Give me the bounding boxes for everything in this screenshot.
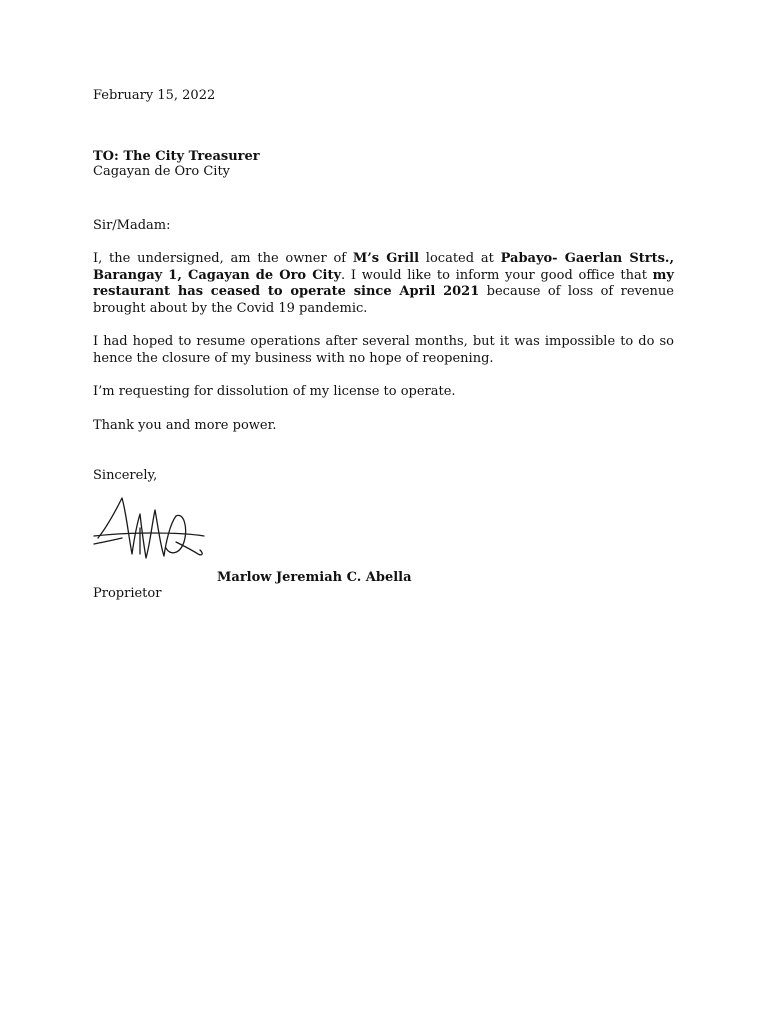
- recipient-title: TO: The City Treasurer: [93, 149, 260, 164]
- signatory-title: Proprietor: [93, 586, 162, 601]
- business-name: M’s Grill: [352, 251, 420, 266]
- p1-text-4: because of loss of revenue brought about by the Covid 19 pandemic.: [93, 284, 674, 316]
- body-paragraph-2: I had hoped to resume operations after several months, but it was impossible to do so hence the closure of my business with no hope of reopening.: [93, 334, 674, 366]
- p1-text-2: located at: [419, 251, 501, 266]
- salutation: Sir/Madam:: [93, 218, 171, 233]
- p1-text-3: . I would like to inform your good office that: [341, 267, 653, 283]
- handwritten-signature: [92, 484, 207, 574]
- closing: Sincerely,: [93, 468, 158, 483]
- signatory-name: Marlow Jeremiah C. Abella: [217, 570, 412, 585]
- body-paragraph-1: [93, 251, 674, 317]
- p1-text-1: I, the undersigned, am the owner of: [93, 251, 353, 266]
- body-paragraph-3: I’m requesting for dissolution of my license to operate.: [93, 384, 456, 399]
- business-address: Pabayo- Gaerlan Strts., Barangay 1, Cagayan de Oro City: [93, 251, 674, 283]
- closure-status: my restaurant has ceased to operate since April 2021: [93, 267, 674, 299]
- recipient-city: Cagayan de Oro City: [93, 164, 231, 179]
- letter-date: February 15, 2022: [93, 88, 216, 103]
- body-paragraph-4: Thank you and more power.: [93, 418, 277, 433]
